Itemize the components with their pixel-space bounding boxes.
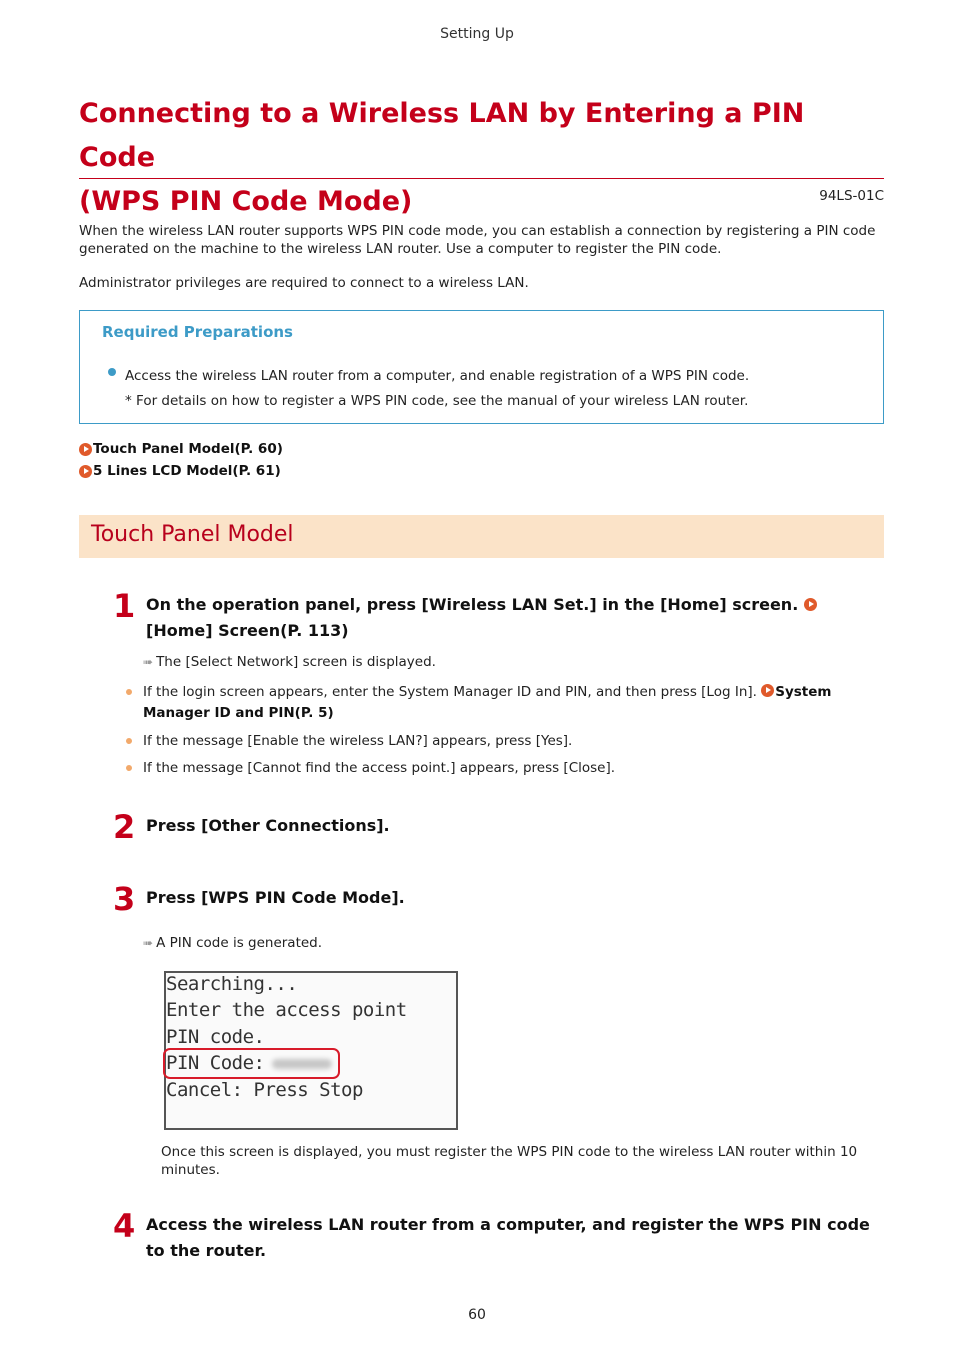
preparations-item: Access the wireless LAN router from a computer, and enable registration of a WPS PIN code. — [125, 368, 750, 384]
lcd-line-1: Searching... — [166, 973, 298, 995]
link-label: 5 Lines LCD Model(P. 61) — [93, 463, 281, 479]
system-manager-link-label: System Manager ID and PIN(P. 5) — [143, 684, 832, 721]
page-title — [79, 92, 884, 224]
intro-paragraph: When the wireless LAN router supports WPS PIN code mode, you can establish a connection by registering a PIN code generated on the machine to the wireless LAN router. Use a computer to register the PIN code. — [79, 223, 876, 257]
step-3-note: Once this screen is displayed, you must register the WPS PIN code to the wireless LAN router within 10 minutes. — [161, 1144, 858, 1178]
step-1-result-text: The [Select Network] screen is displayed. — [156, 654, 436, 670]
pin-code-highlight — [163, 1048, 340, 1079]
step-2-text: Press [Other Connections]. — [146, 816, 390, 835]
link-touch-panel-model[interactable] — [79, 441, 283, 457]
link-arrow-icon — [761, 684, 774, 697]
document-code: 94LS-01C — [819, 188, 884, 204]
page-title-line-1: Connecting to a Wireless LAN by Entering a PIN Code — [79, 98, 805, 173]
link-arrow-icon — [79, 465, 92, 478]
lcd-line-2: Enter the access point — [166, 999, 407, 1021]
bullet-icon — [126, 765, 132, 771]
running-header: Setting Up — [440, 26, 514, 42]
bullet-text: If the login screen appears, enter the System Manager ID and PIN, and then press [Log In]. — [143, 684, 757, 700]
section-title: Touch Panel Model — [91, 522, 294, 547]
step-4-text: Access the wireless LAN router from a computer, and register the WPS PIN code to the router. — [146, 1215, 870, 1260]
bullet-icon — [108, 368, 116, 376]
admin-note: Administrator privileges are required to connect to a wireless LAN. — [79, 275, 529, 291]
lcd-line-5: Cancel: Press Stop — [166, 1079, 363, 1101]
section-header — [79, 515, 884, 558]
preparations-title: Required Preparations — [102, 323, 293, 341]
step-1-bullet-1 — [143, 682, 863, 724]
title-divider — [79, 178, 884, 179]
step-3-result — [143, 935, 322, 951]
step-1-instruction: On the operation panel, press [Wireless LAN Set.] in the [Home] screen. — [146, 595, 799, 614]
result-arrow-icon: ➠ — [143, 655, 154, 669]
step-1-link-label: [Home] Screen(P. 113) — [146, 621, 349, 640]
step-number-4: 4 — [113, 1207, 136, 1245]
link-label: Touch Panel Model(P. 60) — [93, 441, 283, 457]
step-1-bullet-3: If the message [Cannot find the access point.] appears, press [Close]. — [143, 760, 616, 776]
step-3-result-text: A PIN code is generated. — [156, 935, 323, 951]
step-3-text: Press [WPS PIN Code Mode]. — [146, 888, 405, 907]
bullet-icon — [126, 738, 132, 744]
result-arrow-icon: ➠ — [143, 936, 154, 950]
link-arrow-icon — [79, 443, 92, 456]
lcd-line-3: PIN code. — [166, 1026, 265, 1048]
step-1-result — [143, 654, 436, 670]
preparations-detail: * For details on how to register a WPS PIN code, see the manual of your wireless LAN router. — [125, 393, 749, 409]
step-number-3: 3 — [113, 880, 136, 918]
page-number: 60 — [468, 1307, 486, 1323]
lcd-screen-image — [164, 971, 458, 1130]
step-1-bullet-2: If the message [Enable the wireless LAN?] appears, press [Yes]. — [143, 733, 573, 749]
link-5-lines-lcd-model[interactable] — [79, 463, 281, 479]
lcd-pin-label: PIN Code: — [166, 1052, 265, 1074]
step-1-text — [146, 592, 876, 644]
preparations-content — [125, 364, 865, 414]
required-preparations-box — [79, 310, 884, 424]
step-number-2: 2 — [113, 808, 136, 846]
bullet-icon — [126, 689, 132, 695]
link-arrow-icon — [804, 598, 817, 611]
page-title-line-2: (WPS PIN Code Mode) — [79, 186, 413, 217]
step-number-1: 1 — [113, 587, 136, 625]
